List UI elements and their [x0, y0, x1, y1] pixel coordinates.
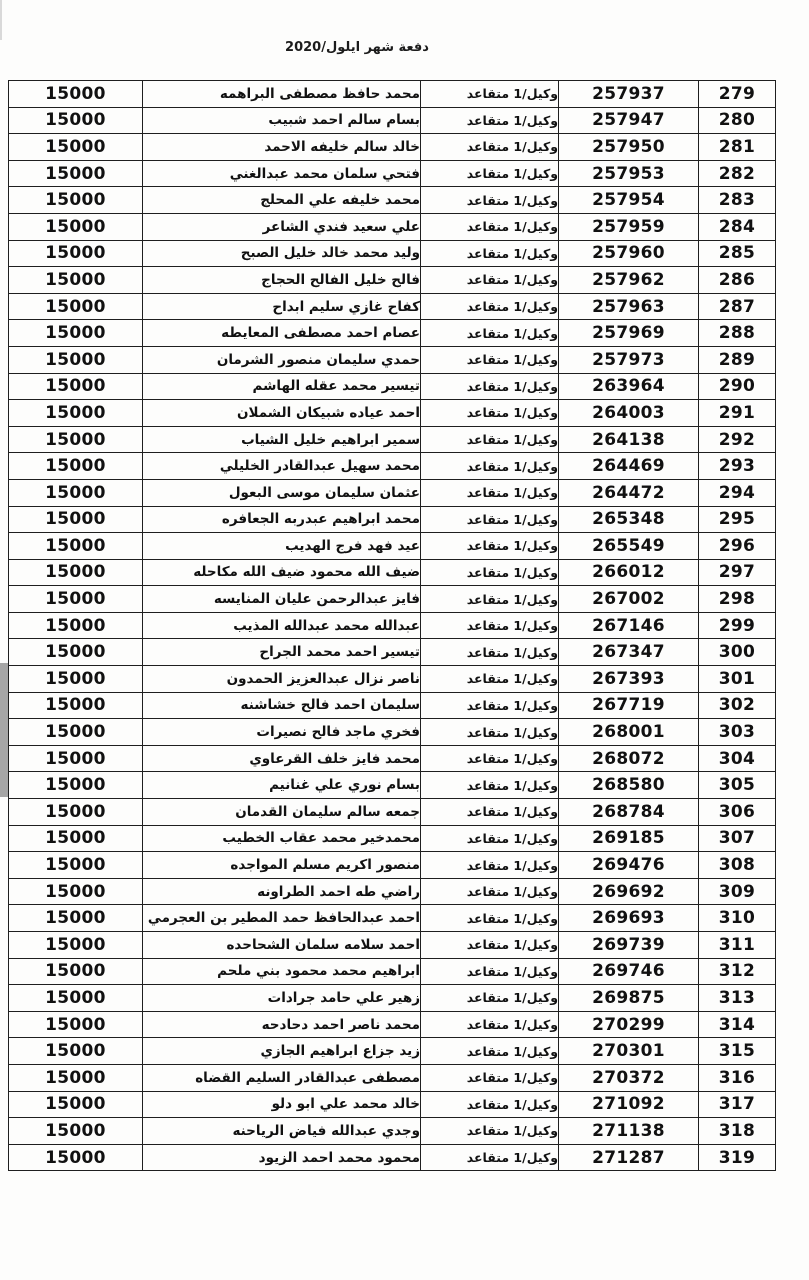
cell-name: فايز عبدالرحمن عليان المنايسه [143, 586, 421, 613]
cell-rank-status: وكيل/1 متقاعد [421, 1011, 559, 1038]
cell-registry-number: 257962 [559, 267, 699, 294]
cell-amount: 15000 [9, 320, 143, 347]
table-row [9, 293, 776, 320]
cell-rank-status: وكيل/1 متقاعد [421, 905, 559, 932]
cell-registry-number: 257937 [559, 81, 699, 108]
cell-name: محمد فايز خلف القرعاوي [143, 745, 421, 772]
cell-seq: 305 [699, 772, 776, 799]
cell-rank-status: وكيل/1 متقاعد [421, 1038, 559, 1065]
cell-amount: 15000 [9, 692, 143, 719]
table-row [9, 267, 776, 294]
cell-rank-status: وكيل/1 متقاعد [421, 320, 559, 347]
table-row [9, 745, 776, 772]
cell-amount: 15000 [9, 346, 143, 373]
cell-seq: 287 [699, 293, 776, 320]
table-row [9, 852, 776, 879]
table-row [9, 320, 776, 347]
cell-seq: 296 [699, 533, 776, 560]
table-row [9, 1064, 776, 1091]
cell-name: عيد فهد فرج الهديب [143, 533, 421, 560]
cell-registry-number: 269746 [559, 958, 699, 985]
cell-seq: 311 [699, 932, 776, 959]
cell-name: خالد سالم خليفه الاحمد [143, 134, 421, 161]
cell-rank-status: وكيل/1 متقاعد [421, 719, 559, 746]
cell-name: عبدالله محمد عبدالله المذيب [143, 612, 421, 639]
cell-amount: 15000 [9, 479, 143, 506]
cell-name: تيسير محمد عقله الهاشم [143, 373, 421, 400]
table-row [9, 559, 776, 586]
cell-rank-status: وكيل/1 متقاعد [421, 293, 559, 320]
cell-amount: 15000 [9, 293, 143, 320]
cell-rank-status: وكيل/1 متقاعد [421, 187, 559, 214]
cell-seq: 286 [699, 267, 776, 294]
cell-rank-status: وكيل/1 متقاعد [421, 506, 559, 533]
cell-seq: 307 [699, 825, 776, 852]
cell-name: ضيف الله محمود ضيف الله مكاحله [143, 559, 421, 586]
cell-rank-status: وكيل/1 متقاعد [421, 533, 559, 560]
cell-rank-status: وكيل/1 متقاعد [421, 479, 559, 506]
cell-registry-number: 269692 [559, 878, 699, 905]
scrollbar-track [0, 0, 2, 40]
cell-seq: 284 [699, 213, 776, 240]
cell-seq: 299 [699, 612, 776, 639]
cell-seq: 308 [699, 852, 776, 879]
table-row [9, 1038, 776, 1065]
cell-seq: 317 [699, 1091, 776, 1118]
table-row [9, 799, 776, 826]
cell-name: محمدخير محمد عقاب الخطيب [143, 825, 421, 852]
table-row [9, 1144, 776, 1171]
cell-registry-number: 269185 [559, 825, 699, 852]
cell-rank-status: وكيل/1 متقاعد [421, 825, 559, 852]
cell-seq: 297 [699, 559, 776, 586]
table-row [9, 1118, 776, 1145]
cell-rank-status: وكيل/1 متقاعد [421, 639, 559, 666]
cell-registry-number: 268784 [559, 799, 699, 826]
cell-name: احمد سلامه سلمان الشحاحده [143, 932, 421, 959]
cell-seq: 304 [699, 745, 776, 772]
cell-registry-number: 257947 [559, 107, 699, 134]
cell-seq: 310 [699, 905, 776, 932]
cell-amount: 15000 [9, 506, 143, 533]
cell-rank-status: وكيل/1 متقاعد [421, 400, 559, 427]
cell-seq: 288 [699, 320, 776, 347]
cell-registry-number: 257963 [559, 293, 699, 320]
cell-seq: 285 [699, 240, 776, 267]
cell-amount: 15000 [9, 719, 143, 746]
cell-registry-number: 268072 [559, 745, 699, 772]
table-row [9, 985, 776, 1012]
cell-registry-number: 257969 [559, 320, 699, 347]
cell-seq: 292 [699, 426, 776, 453]
cell-seq: 315 [699, 1038, 776, 1065]
cell-registry-number: 257960 [559, 240, 699, 267]
cell-rank-status: وكيل/1 متقاعد [421, 932, 559, 959]
cell-registry-number: 269875 [559, 985, 699, 1012]
cell-amount: 15000 [9, 985, 143, 1012]
cell-amount: 15000 [9, 852, 143, 879]
cell-rank-status: وكيل/1 متقاعد [421, 586, 559, 613]
cell-rank-status: وكيل/1 متقاعد [421, 134, 559, 161]
cell-registry-number: 271138 [559, 1118, 699, 1145]
cell-rank-status: وكيل/1 متقاعد [421, 81, 559, 108]
cell-seq: 283 [699, 187, 776, 214]
cell-amount: 15000 [9, 772, 143, 799]
cell-registry-number: 270372 [559, 1064, 699, 1091]
cell-amount: 15000 [9, 267, 143, 294]
cell-registry-number: 267002 [559, 586, 699, 613]
table-row [9, 692, 776, 719]
cell-seq: 313 [699, 985, 776, 1012]
table-row [9, 346, 776, 373]
cell-registry-number: 270301 [559, 1038, 699, 1065]
cell-name: فخري ماجد فالح نصيرات [143, 719, 421, 746]
cell-seq: 289 [699, 346, 776, 373]
table-row [9, 134, 776, 161]
table-row [9, 666, 776, 693]
cell-rank-status: وكيل/1 متقاعد [421, 373, 559, 400]
cell-registry-number: 266012 [559, 559, 699, 586]
cell-registry-number: 268001 [559, 719, 699, 746]
cell-amount: 15000 [9, 160, 143, 187]
table-row [9, 426, 776, 453]
cell-seq: 295 [699, 506, 776, 533]
cell-name: محمد ناصر احمد دحادحه [143, 1011, 421, 1038]
cell-registry-number: 257953 [559, 160, 699, 187]
cell-registry-number: 267719 [559, 692, 699, 719]
cell-rank-status: وكيل/1 متقاعد [421, 745, 559, 772]
cell-name: عثمان سليمان موسى البعول [143, 479, 421, 506]
cell-amount: 15000 [9, 586, 143, 613]
cell-seq: 294 [699, 479, 776, 506]
cell-amount: 15000 [9, 107, 143, 134]
cell-amount: 15000 [9, 1064, 143, 1091]
cell-name: احمد عبدالحافظ حمد المطير بن العجرمي [143, 905, 421, 932]
table-row [9, 533, 776, 560]
cell-seq: 293 [699, 453, 776, 480]
cell-registry-number: 257950 [559, 134, 699, 161]
cell-registry-number: 264003 [559, 400, 699, 427]
cell-registry-number: 264138 [559, 426, 699, 453]
cell-rank-status: وكيل/1 متقاعد [421, 772, 559, 799]
table-row [9, 187, 776, 214]
cell-name: بسام سالم احمد شبيب [143, 107, 421, 134]
cell-registry-number: 268580 [559, 772, 699, 799]
cell-seq: 298 [699, 586, 776, 613]
cell-name: زيد جزاع ابراهيم الجازي [143, 1038, 421, 1065]
cell-rank-status: وكيل/1 متقاعد [421, 958, 559, 985]
cell-registry-number: 257973 [559, 346, 699, 373]
cell-seq: 312 [699, 958, 776, 985]
cell-rank-status: وكيل/1 متقاعد [421, 799, 559, 826]
cell-name: مصطفى عبدالقادر السليم القضاه [143, 1064, 421, 1091]
cell-amount: 15000 [9, 1091, 143, 1118]
cell-rank-status: وكيل/1 متقاعد [421, 213, 559, 240]
cell-name: احمد عياده شبيكان الشملان [143, 400, 421, 427]
cell-name: جمعه سالم سليمان القدمان [143, 799, 421, 826]
cell-registry-number: 267393 [559, 666, 699, 693]
table-row [9, 772, 776, 799]
cell-name: محمد خليفه علي المحلج [143, 187, 421, 214]
cell-amount: 15000 [9, 878, 143, 905]
cell-name: محمد حافظ مصطفى البراهمه [143, 81, 421, 108]
cell-amount: 15000 [9, 639, 143, 666]
cell-seq: 279 [699, 81, 776, 108]
table-row [9, 612, 776, 639]
table-row [9, 905, 776, 932]
cell-amount: 15000 [9, 453, 143, 480]
cell-amount: 15000 [9, 666, 143, 693]
table-row [9, 240, 776, 267]
cell-rank-status: وكيل/1 متقاعد [421, 426, 559, 453]
table-row [9, 1091, 776, 1118]
cell-amount: 15000 [9, 81, 143, 108]
cell-amount: 15000 [9, 958, 143, 985]
cell-name: محمود محمد احمد الزيود [143, 1144, 421, 1171]
cell-seq: 282 [699, 160, 776, 187]
cell-rank-status: وكيل/1 متقاعد [421, 1144, 559, 1171]
cell-seq: 319 [699, 1144, 776, 1171]
cell-rank-status: وكيل/1 متقاعد [421, 453, 559, 480]
cell-seq: 316 [699, 1064, 776, 1091]
cell-registry-number: 270299 [559, 1011, 699, 1038]
cell-rank-status: وكيل/1 متقاعد [421, 240, 559, 267]
cell-name: ابراهيم محمد محمود بني ملحم [143, 958, 421, 985]
table-row [9, 373, 776, 400]
table-row [9, 586, 776, 613]
cell-rank-status: وكيل/1 متقاعد [421, 1091, 559, 1118]
cell-registry-number: 257959 [559, 213, 699, 240]
cell-amount: 15000 [9, 745, 143, 772]
cell-registry-number: 271287 [559, 1144, 699, 1171]
cell-rank-status: وكيل/1 متقاعد [421, 107, 559, 134]
cell-seq: 309 [699, 878, 776, 905]
cell-registry-number: 269693 [559, 905, 699, 932]
table-row [9, 639, 776, 666]
cell-amount: 15000 [9, 932, 143, 959]
cell-amount: 15000 [9, 373, 143, 400]
cell-rank-status: وكيل/1 متقاعد [421, 852, 559, 879]
cell-amount: 15000 [9, 905, 143, 932]
table-row [9, 81, 776, 108]
table-row [9, 160, 776, 187]
cell-amount: 15000 [9, 799, 143, 826]
cell-seq: 318 [699, 1118, 776, 1145]
cell-seq: 306 [699, 799, 776, 826]
cell-seq: 303 [699, 719, 776, 746]
cell-rank-status: وكيل/1 متقاعد [421, 1118, 559, 1145]
cell-rank-status: وكيل/1 متقاعد [421, 666, 559, 693]
cell-name: سمير ابراهيم خليل الشياب [143, 426, 421, 453]
cell-registry-number: 267146 [559, 612, 699, 639]
cell-name: فتحي سلمان محمد عبدالغني [143, 160, 421, 187]
cell-name: بسام نوري علي غنانيم [143, 772, 421, 799]
cell-registry-number: 269476 [559, 852, 699, 879]
cell-seq: 300 [699, 639, 776, 666]
cell-rank-status: وكيل/1 متقاعد [421, 559, 559, 586]
cell-name: وليد محمد خالد خليل الصبح [143, 240, 421, 267]
cell-amount: 15000 [9, 240, 143, 267]
cell-amount: 15000 [9, 1118, 143, 1145]
table-row [9, 958, 776, 985]
cell-rank-status: وكيل/1 متقاعد [421, 612, 559, 639]
table-row [9, 719, 776, 746]
cell-name: محمد سهيل عبدالقادر الخليلي [143, 453, 421, 480]
cell-name: راضي طه احمد الطراونه [143, 878, 421, 905]
cell-name: خالد محمد علي ابو دلو [143, 1091, 421, 1118]
cell-rank-status: وكيل/1 متقاعد [421, 346, 559, 373]
cell-amount: 15000 [9, 134, 143, 161]
cell-rank-status: وكيل/1 متقاعد [421, 1064, 559, 1091]
table-row [9, 479, 776, 506]
cell-registry-number: 265348 [559, 506, 699, 533]
table-row [9, 213, 776, 240]
cell-registry-number: 257954 [559, 187, 699, 214]
cell-registry-number: 264472 [559, 479, 699, 506]
cell-name: عصام احمد مصطفى المعايطه [143, 320, 421, 347]
page-title: دفعة شهر ايلول/2020 [285, 40, 429, 55]
cell-amount: 15000 [9, 1011, 143, 1038]
cell-seq: 302 [699, 692, 776, 719]
cell-amount: 15000 [9, 533, 143, 560]
cell-amount: 15000 [9, 612, 143, 639]
cell-amount: 15000 [9, 825, 143, 852]
cell-seq: 301 [699, 666, 776, 693]
cell-amount: 15000 [9, 213, 143, 240]
table-row [9, 878, 776, 905]
cell-name: ناصر نزال عبدالعزيز الحمدون [143, 666, 421, 693]
cell-amount: 15000 [9, 400, 143, 427]
cell-registry-number: 271092 [559, 1091, 699, 1118]
cell-seq: 280 [699, 107, 776, 134]
cell-name: تيسير احمد محمد الجراح [143, 639, 421, 666]
cell-name: محمد ابراهيم عبدربه الجعافره [143, 506, 421, 533]
table-row [9, 1011, 776, 1038]
cell-seq: 314 [699, 1011, 776, 1038]
table-row [9, 107, 776, 134]
cell-amount: 15000 [9, 187, 143, 214]
cell-rank-status: وكيل/1 متقاعد [421, 985, 559, 1012]
cell-rank-status: وكيل/1 متقاعد [421, 267, 559, 294]
cell-registry-number: 267347 [559, 639, 699, 666]
table-row [9, 506, 776, 533]
cell-registry-number: 265549 [559, 533, 699, 560]
table-row [9, 400, 776, 427]
cell-rank-status: وكيل/1 متقاعد [421, 692, 559, 719]
cell-name: منصور اكريم مسلم المواجده [143, 852, 421, 879]
cell-seq: 291 [699, 400, 776, 427]
payroll-table-body [9, 81, 776, 1171]
cell-name: علي سعيد فندي الشاعر [143, 213, 421, 240]
cell-amount: 15000 [9, 1144, 143, 1171]
cell-registry-number: 263964 [559, 373, 699, 400]
cell-rank-status: وكيل/1 متقاعد [421, 160, 559, 187]
cell-registry-number: 264469 [559, 453, 699, 480]
cell-amount: 15000 [9, 559, 143, 586]
table-row [9, 932, 776, 959]
cell-name: فالح خليل الفالح الحجاج [143, 267, 421, 294]
cell-amount: 15000 [9, 426, 143, 453]
cell-name: وجدي عبدالله فياض الرياحنه [143, 1118, 421, 1145]
cell-seq: 290 [699, 373, 776, 400]
payroll-table [8, 80, 776, 1171]
cell-name: حمدي سليمان منصور الشرمان [143, 346, 421, 373]
table-row [9, 825, 776, 852]
cell-amount: 15000 [9, 1038, 143, 1065]
cell-registry-number: 269739 [559, 932, 699, 959]
cell-name: كفاح غازي سليم ابداح [143, 293, 421, 320]
cell-seq: 281 [699, 134, 776, 161]
cell-name: زهير علي حامد جرادات [143, 985, 421, 1012]
cell-name: سليمان احمد فالح خشاشنه [143, 692, 421, 719]
table-row [9, 453, 776, 480]
cell-rank-status: وكيل/1 متقاعد [421, 878, 559, 905]
